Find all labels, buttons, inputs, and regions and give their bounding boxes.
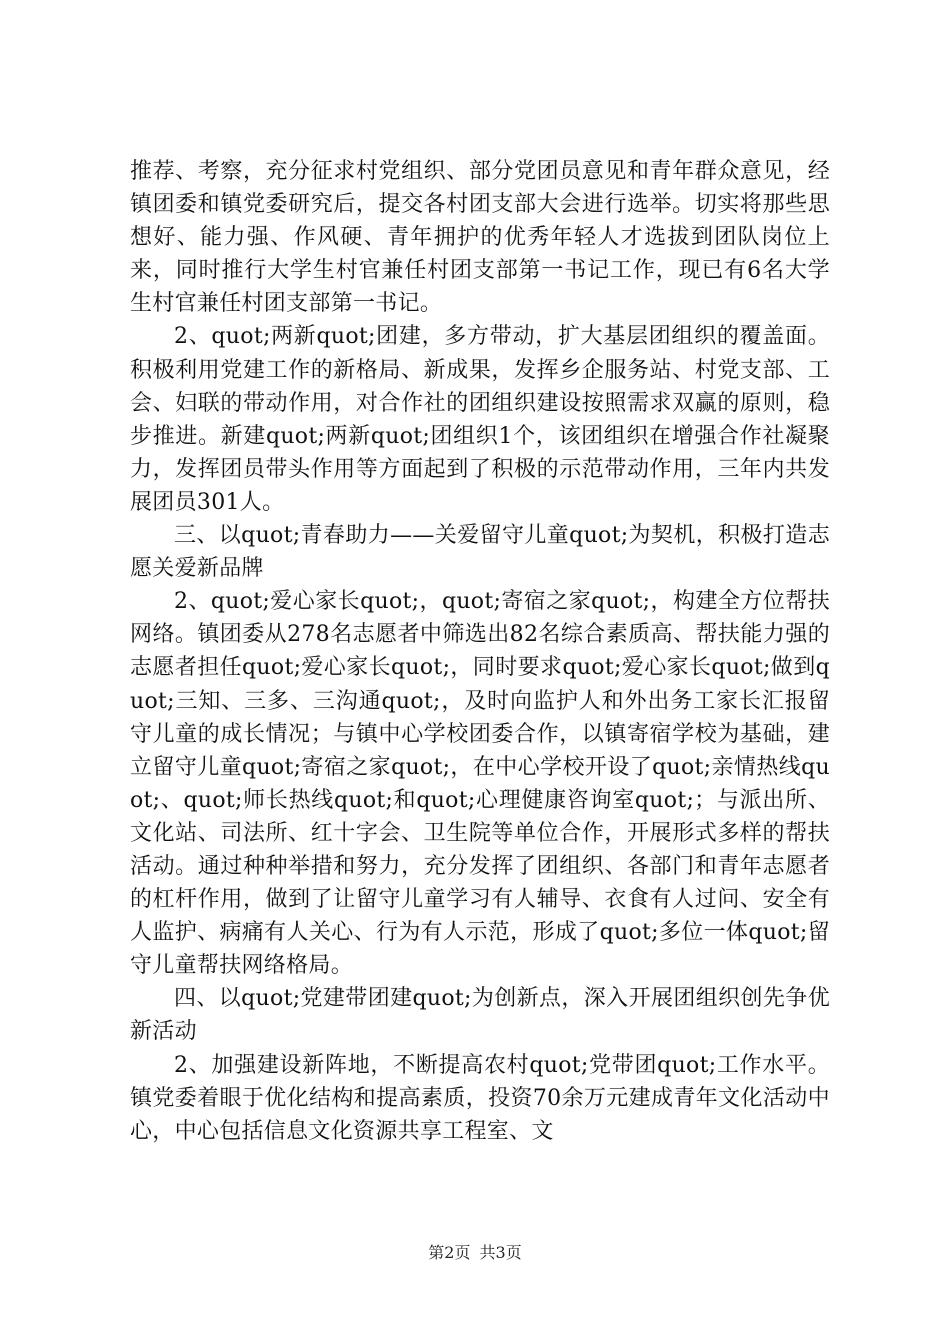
page-footer	[0, 1243, 950, 1263]
section-heading-four: 四、以quot;党建带团建quot;为创新点，深入开展团组织创先争优新活动	[130, 986, 830, 1045]
paragraph-two-new-league-building: 2、quot;两新quot;团建，多方带动，扩大基层团组织的覆盖面。积极利用党建工作的新格局、新成果，发挥乡企服务站、村党支部、工会、妇联的带动作用，对合作社的团组织建设按照需求双赢的原则，稳步推进。新建quot;两新quot;团组织1个，该团组织在增强合作社凝聚力，发挥团员带头作用等方面起到了积极的示范带动作用，三年内共发展团员301人。	[130, 324, 830, 515]
paragraph-caring-parents: 2、quot;爱心家长quot;，quot;寄宿之家quot;，构建全方位帮扶网络。镇团委从278名志愿者中筛选出82名综合素质高、帮扶能力强的志愿者担任quot;爱心家长quot;，同时要求quot;爱心家长quot;做到quot;三知、三多、三沟通quot;，及时向监护人和外出务工家长汇报留守儿童的成长情况；与镇中心学校团委合作，以镇寄宿学校为基础，建立留守儿童quot;寄宿之家quot;，在中心学校开设了quot;亲情热线quot;、quot;师长热线quot;和quot;心理健康咨询室quot;；与派出所、文化站、司法所、红十字会、卫生院等单位合作，开展形式多样的帮扶活动。通过种种举措和努力，充分发挥了团组织、各部门和青年志愿者的杠杆作用，做到了让留守儿童学习有人辅导、衣食有人过问、安全有人监护、病痛有人关心、行为有人示范，形成了quot;多位一体quot;留守儿童帮扶网络格局。	[130, 589, 831, 979]
page-number: 第2页	[428, 1243, 471, 1262]
document-body	[130, 155, 830, 1148]
paragraph-new-positions: 2、加强建设新阵地，不断提高农村quot;党带团quot;工作水平。镇党委着眼于优化结构和提高素质，投资70余万元建成青年文化活动中心，中心包括信息文化资源共享工程室、文	[130, 1052, 830, 1144]
section-heading-three: 三、以quot;青春助力——关爱留守儿童quot;为契机，积极打造志愿关爱新品牌	[130, 523, 830, 582]
page-total: 共3页	[479, 1243, 522, 1262]
paragraph-continuation: 推荐、考察，充分征求村党组织、部分党团员意见和青年群众意见，经镇团委和镇党委研究后，提交各村团支部大会进行选举。切实将那些思想好、能力强、作风硬、青年拥护的优秀年轻人才选拔到团队岗位上来，同时推行大学生村官兼任村团支部第一书记工作，现已有6名大学生村官兼任村团支部第一书记。	[130, 159, 830, 317]
